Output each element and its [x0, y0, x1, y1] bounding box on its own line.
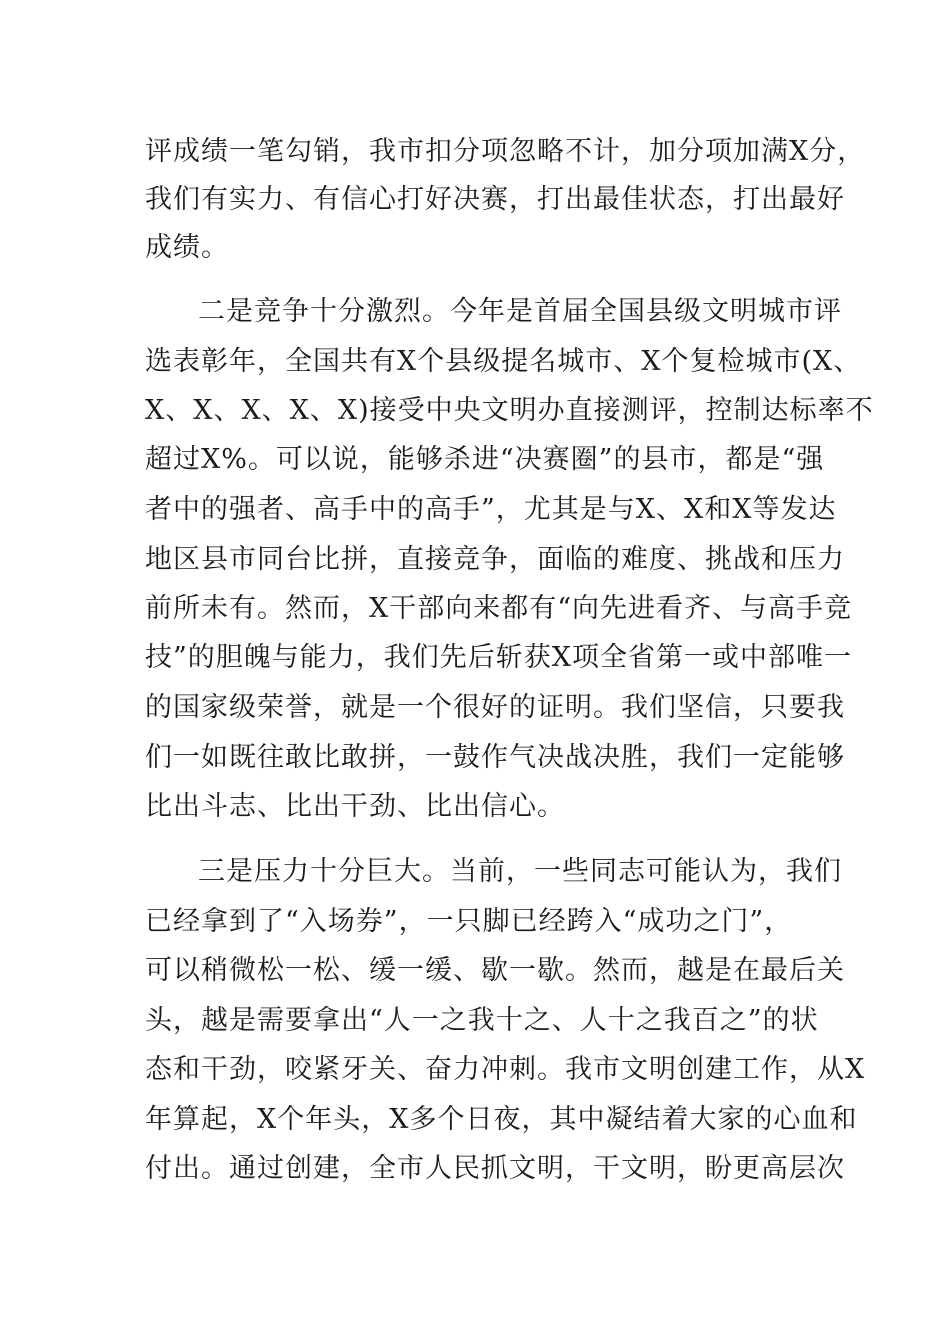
- text-line: 成绩。: [145, 232, 229, 263]
- text-line: 们一如既往敢比敢拼，一鼓作气决战决胜，我们一定能够: [145, 742, 845, 773]
- text-line: 者中的强者、高手中的高手”，尤其是与X、X和X等发达: [145, 494, 837, 525]
- text-line: 技”的胆魄与能力，我们先后斩获X项全省第一或中部唯一: [145, 642, 853, 673]
- text-line: 已经拿到了“入场券”，一只脚已经跨入“成功之门”，: [145, 906, 793, 937]
- text-line: 我们有实力、有信心打好决赛，打出最佳状态，打出最好: [145, 184, 845, 215]
- text-line: 的国家级荣誉，就是一个很好的证明。我们坚信，只要我: [145, 692, 845, 723]
- text-line: 态和干劲，咬紧牙关、奋力冲刺。我市文明创建工作，从X: [145, 1054, 866, 1085]
- text-line: 前所未有。然而，X干部向来都有“向先进看齐、与高手竞: [145, 593, 853, 624]
- text-line: 头，越是需要拿出“人一之我十之、人十之我百之”的状: [145, 1005, 819, 1036]
- paragraph-start-line: 三是压力十分巨大。当前，一些同志可能认为，我们: [198, 856, 842, 887]
- text-line: 地区县市同台比拼，直接竞争，面临的难度、挑战和压力: [145, 544, 845, 575]
- text-line: X、X、X、X、X)接受中央文明办直接测评，控制达标率不: [145, 395, 874, 426]
- text-line: 超过X%。可以说，能够杀进“决赛圈”的县市，都是“强: [145, 444, 825, 475]
- paragraph-start-line: 二是竞争十分激烈。今年是首届全国县级文明城市评: [198, 296, 842, 327]
- text-line: 选表彰年，全国共有X个县级提名城市、X个复检城市(X、: [145, 346, 862, 377]
- text-line: 可以稍微松一松、缓一缓、歇一歇。然而，越是在最后关: [145, 955, 845, 986]
- text-line: 年算起，X个年头，X多个日夜，其中凝结着大家的心血和: [145, 1104, 858, 1135]
- text-line: 付出。通过创建，全市人民抓文明，干文明，盼更高层次: [145, 1153, 845, 1184]
- text-line: 评成绩一笔勾销，我市扣分项忽略不计，加分项加满X分，: [145, 136, 866, 167]
- text-line: 比出斗志、比出干劲、比出信心。: [145, 791, 565, 822]
